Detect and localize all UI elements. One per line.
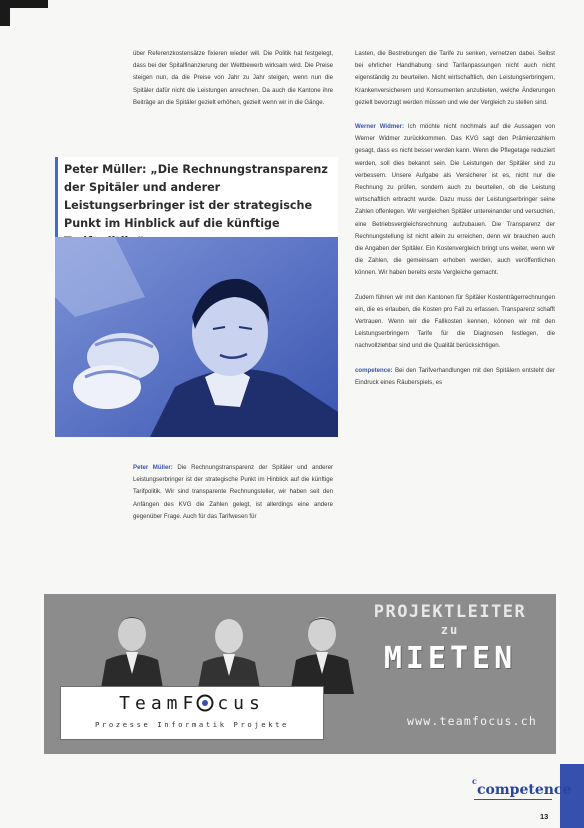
- ad-headline-line2: zu: [440, 623, 460, 637]
- pull-quote: Peter Müller: „Die Rechnungstransparenz der Spitäler und anderer Leistungserbringer ist der strategische Punkt im Hinblick auf die künftige: [55, 157, 338, 237]
- logo-wordmark: [61, 693, 323, 714]
- paragraph-text: Die Rechnungstransparenz der Spitäler und anderer Leistungserbringer ist der strategische Punkt im Hinblick auf die künftige Tarifpolitik. Wir sind transparente Rechnungsteller, wir haben seit den Anfängen des KVG die Zahlen gelegt, ist allerdings eine andere gegenüber Frage. Auch für das Tarifwesen für: [133, 464, 333, 520]
- article-paragraph: [355, 121, 555, 280]
- brand-initial: c: [472, 776, 477, 786]
- ad-people-photo: [84, 594, 374, 694]
- paragraph-text: Bei den Tarifverhandlungen mit den Spitälern entsteht der Eindruck eines Räuberspiels, es: [355, 366, 555, 386]
- teamfocus-advertisement[interactable]: [44, 594, 556, 754]
- portrait-photo: [55, 237, 338, 437]
- quote-accent-bar: [55, 157, 58, 237]
- corner-registration-mark: [0, 0, 48, 26]
- article-column-left-bottom: [133, 462, 333, 535]
- logo-text-right: cus: [217, 693, 265, 714]
- article-paragraph: [355, 292, 555, 353]
- quote-photo-box: [55, 157, 338, 437]
- ad-headline-line3: MIETEN: [383, 641, 517, 676]
- ad-headline-line1: PROJEKTLEITER: [373, 602, 527, 622]
- teamfocus-logo: [60, 686, 324, 740]
- magazine-brand: [472, 776, 572, 808]
- brand-wordmark: competence: [477, 782, 572, 798]
- paragraph-text: Ich möchte nicht nochmals auf die Aussagen von Werner Widmer zurückkommen. Das KVG sagt den Prämienzahlern gesagt, dass es nicht besser werden kann. Wenn die Pflegetage reduziert werden, soll dies bekannt sein. Die Leistungen der Spitäler sind zu verbessern. Unsere Aufgabe als Versicherer ist es, nicht nur die Rechnung zu prüfen, sondern auch zu beurteilen, ob die Leistung wirtschaftlich erbracht wurde. Dazu muss der Leistungserbringer seine Zahlen offenlegen. Wir vergleichen Spitäler untereinander und versuchen, eine Betriebsvergleichsrechnung aufzubauen. Die Transparenz der Rechnungstellung ist nicht allein zu erreichen, denn wir brauchen auch die Angaben der Spitäler. Ein Kostenvergleich bringt uns weiter, wenn wir die Zahlen, die gemeinsam erhoben werden, auch veröffentlichen können. Wir haben bereits erste Vergleiche gemacht.: [355, 123, 555, 277]
- speaker-label: Werner Widmer:: [355, 123, 405, 131]
- article-paragraph: [355, 48, 555, 109]
- article-column-right: [355, 48, 555, 401]
- ad-headline: [344, 602, 556, 676]
- ad-url-link[interactable]: www.teamfocus.ch: [407, 714, 537, 728]
- speaker-label: Peter Müller:: [133, 464, 173, 471]
- page-number: 13: [540, 812, 549, 821]
- speaker-label: competence:: [355, 366, 393, 374]
- logo-text-left: TeamF: [119, 693, 199, 714]
- article-column-left-top: [133, 48, 333, 121]
- article-paragraph: [355, 365, 555, 389]
- paragraph-text: Zudem führen wir mit den Kantonen für Spitäler Kostenträgerrechnungen ein, die es erlauben, die Kosten pro Fall zu erfassen. Transparenz schafft Vertrauen. Wenn wir die Fallkosten kennen, können wir mit den Leistungserbringern Tarife für die Diagnosen festlegen, die nachvollziehbar sind und die Qualität berücksichtigen.: [355, 293, 555, 350]
- paragraph-text: Lasten, die Bestrebungen die Tarife zu senken, vernetzen dabei. Selbst bei ehrlicher Handhabung sind Tarifanpassungen nicht auch nicht eigenständig zu beurteilen. Nicht wirtschaftlich, den Leistungserbringern, Krankenversicherern und Konsumenten anzubieten, welche Änderungen gezielt bevorzugt werden müssen und wie der Vergleich zu stellen sind.: [355, 50, 555, 106]
- brand-underline: [474, 799, 552, 800]
- article-paragraph: über Referenzkostensätze fixieren wieder will. Die Politik hat festgelegt, dass bei der Spitalfinanzierung der Wettbewerb wirksam wird. Die Preise steigen nun, da die Preise von Jahr zu Jahr steigen, wenn nun die Spitäler dafür nicht die Leistungen anrechnen. Da auch die Kantone ihre Beiträge an die Spitäler gezielt erhöhen, gezielt wenn wir in die Gänge.: [133, 50, 333, 106]
- focus-target-icon: [196, 694, 214, 712]
- logo-tagline: Prozesse Informatik Projekte: [95, 720, 289, 729]
- article-paragraph: [133, 462, 333, 523]
